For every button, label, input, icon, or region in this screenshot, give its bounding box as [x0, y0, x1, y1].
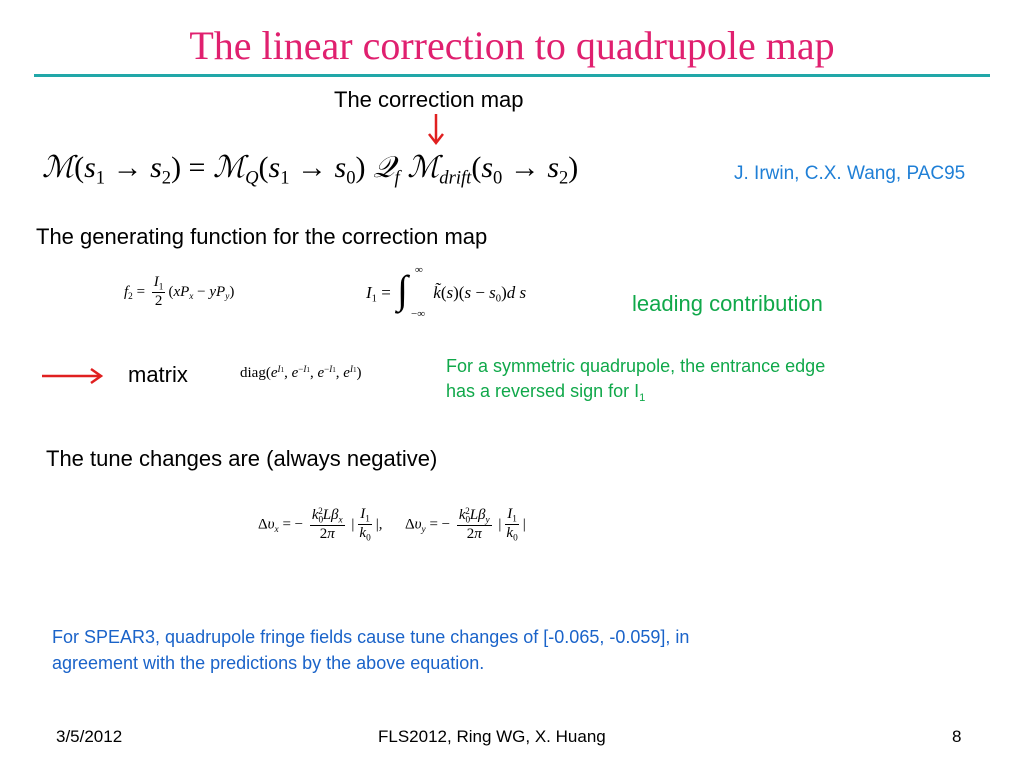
- title-divider: [34, 74, 990, 77]
- symmetric-note-line-1: For a symmetric quadrupole, the entrance edge: [446, 356, 826, 376]
- i1-integral-formula: $I_1$ = ∫ ∞ −∞ k̃(s)(s − $s_0)d$ s: [366, 264, 527, 320]
- correction-map-label: The correction map: [334, 87, 524, 112]
- symmetric-quadrupole-note: [446, 354, 825, 411]
- reference-citation: J. Irwin, C.X. Wang, PAC95: [734, 163, 966, 184]
- spear3-note: [52, 624, 689, 676]
- spear3-note-line-2: agreement with the predictions by the above equation.: [52, 653, 485, 673]
- tune-changes-heading: The tune changes are (always negative): [46, 446, 438, 471]
- matrix-label: matrix: [128, 362, 188, 387]
- diag-matrix-formula: $diag(e^{I1}$, $e^{-I1}$, $e^{-I1}$, $e^{I1}$): [240, 364, 362, 381]
- generating-function-heading: The generating function for the correction map: [36, 224, 488, 249]
- tune-change-formulas: $\Delta\upsilon_x$ = − $\frac{k_0^2L\beta_x}{2\pi}$ | $\frac{I_1}{k_0}$ |, $\Delta\upsilon_y$ = − $\frac{k_0^2L\beta_y}{2\pi}$ | $\frac{I_1}{k_0}$ |: [258, 505, 526, 544]
- f2-formula: $f_2$ = $\frac{I_1}{2}$ $(xP_x - yP_y)$: [124, 274, 235, 310]
- footer-center-text: FLS2012, Ring WG, X. Huang: [378, 727, 606, 746]
- down-arrow-icon: [426, 112, 446, 146]
- symmetric-note-subscript: 1: [639, 391, 646, 404]
- footer-date: 3/5/2012: [56, 727, 123, 746]
- leading-contribution-label: leading contribution: [632, 291, 823, 316]
- slide-title: The linear correction to quadrupole map: [189, 23, 835, 68]
- map-equation: $ℳ(s_1 \to s_2)$ = $ℳ_Q(s_1 \to s_0)$ 𝒬$_f$ $ℳ_{drift}(s_0 \to s_2)$: [42, 151, 579, 189]
- page-number: 8: [952, 727, 962, 746]
- right-arrow-icon: [40, 366, 106, 386]
- spear3-note-line-1: For SPEAR3, quadrupole fringe fields cause tune changes of [-0.065, -0.059], in: [52, 627, 690, 647]
- symmetric-note-line-2-text: has a reversed sign for I: [446, 381, 640, 401]
- symmetric-note-line-2: [446, 379, 825, 411]
